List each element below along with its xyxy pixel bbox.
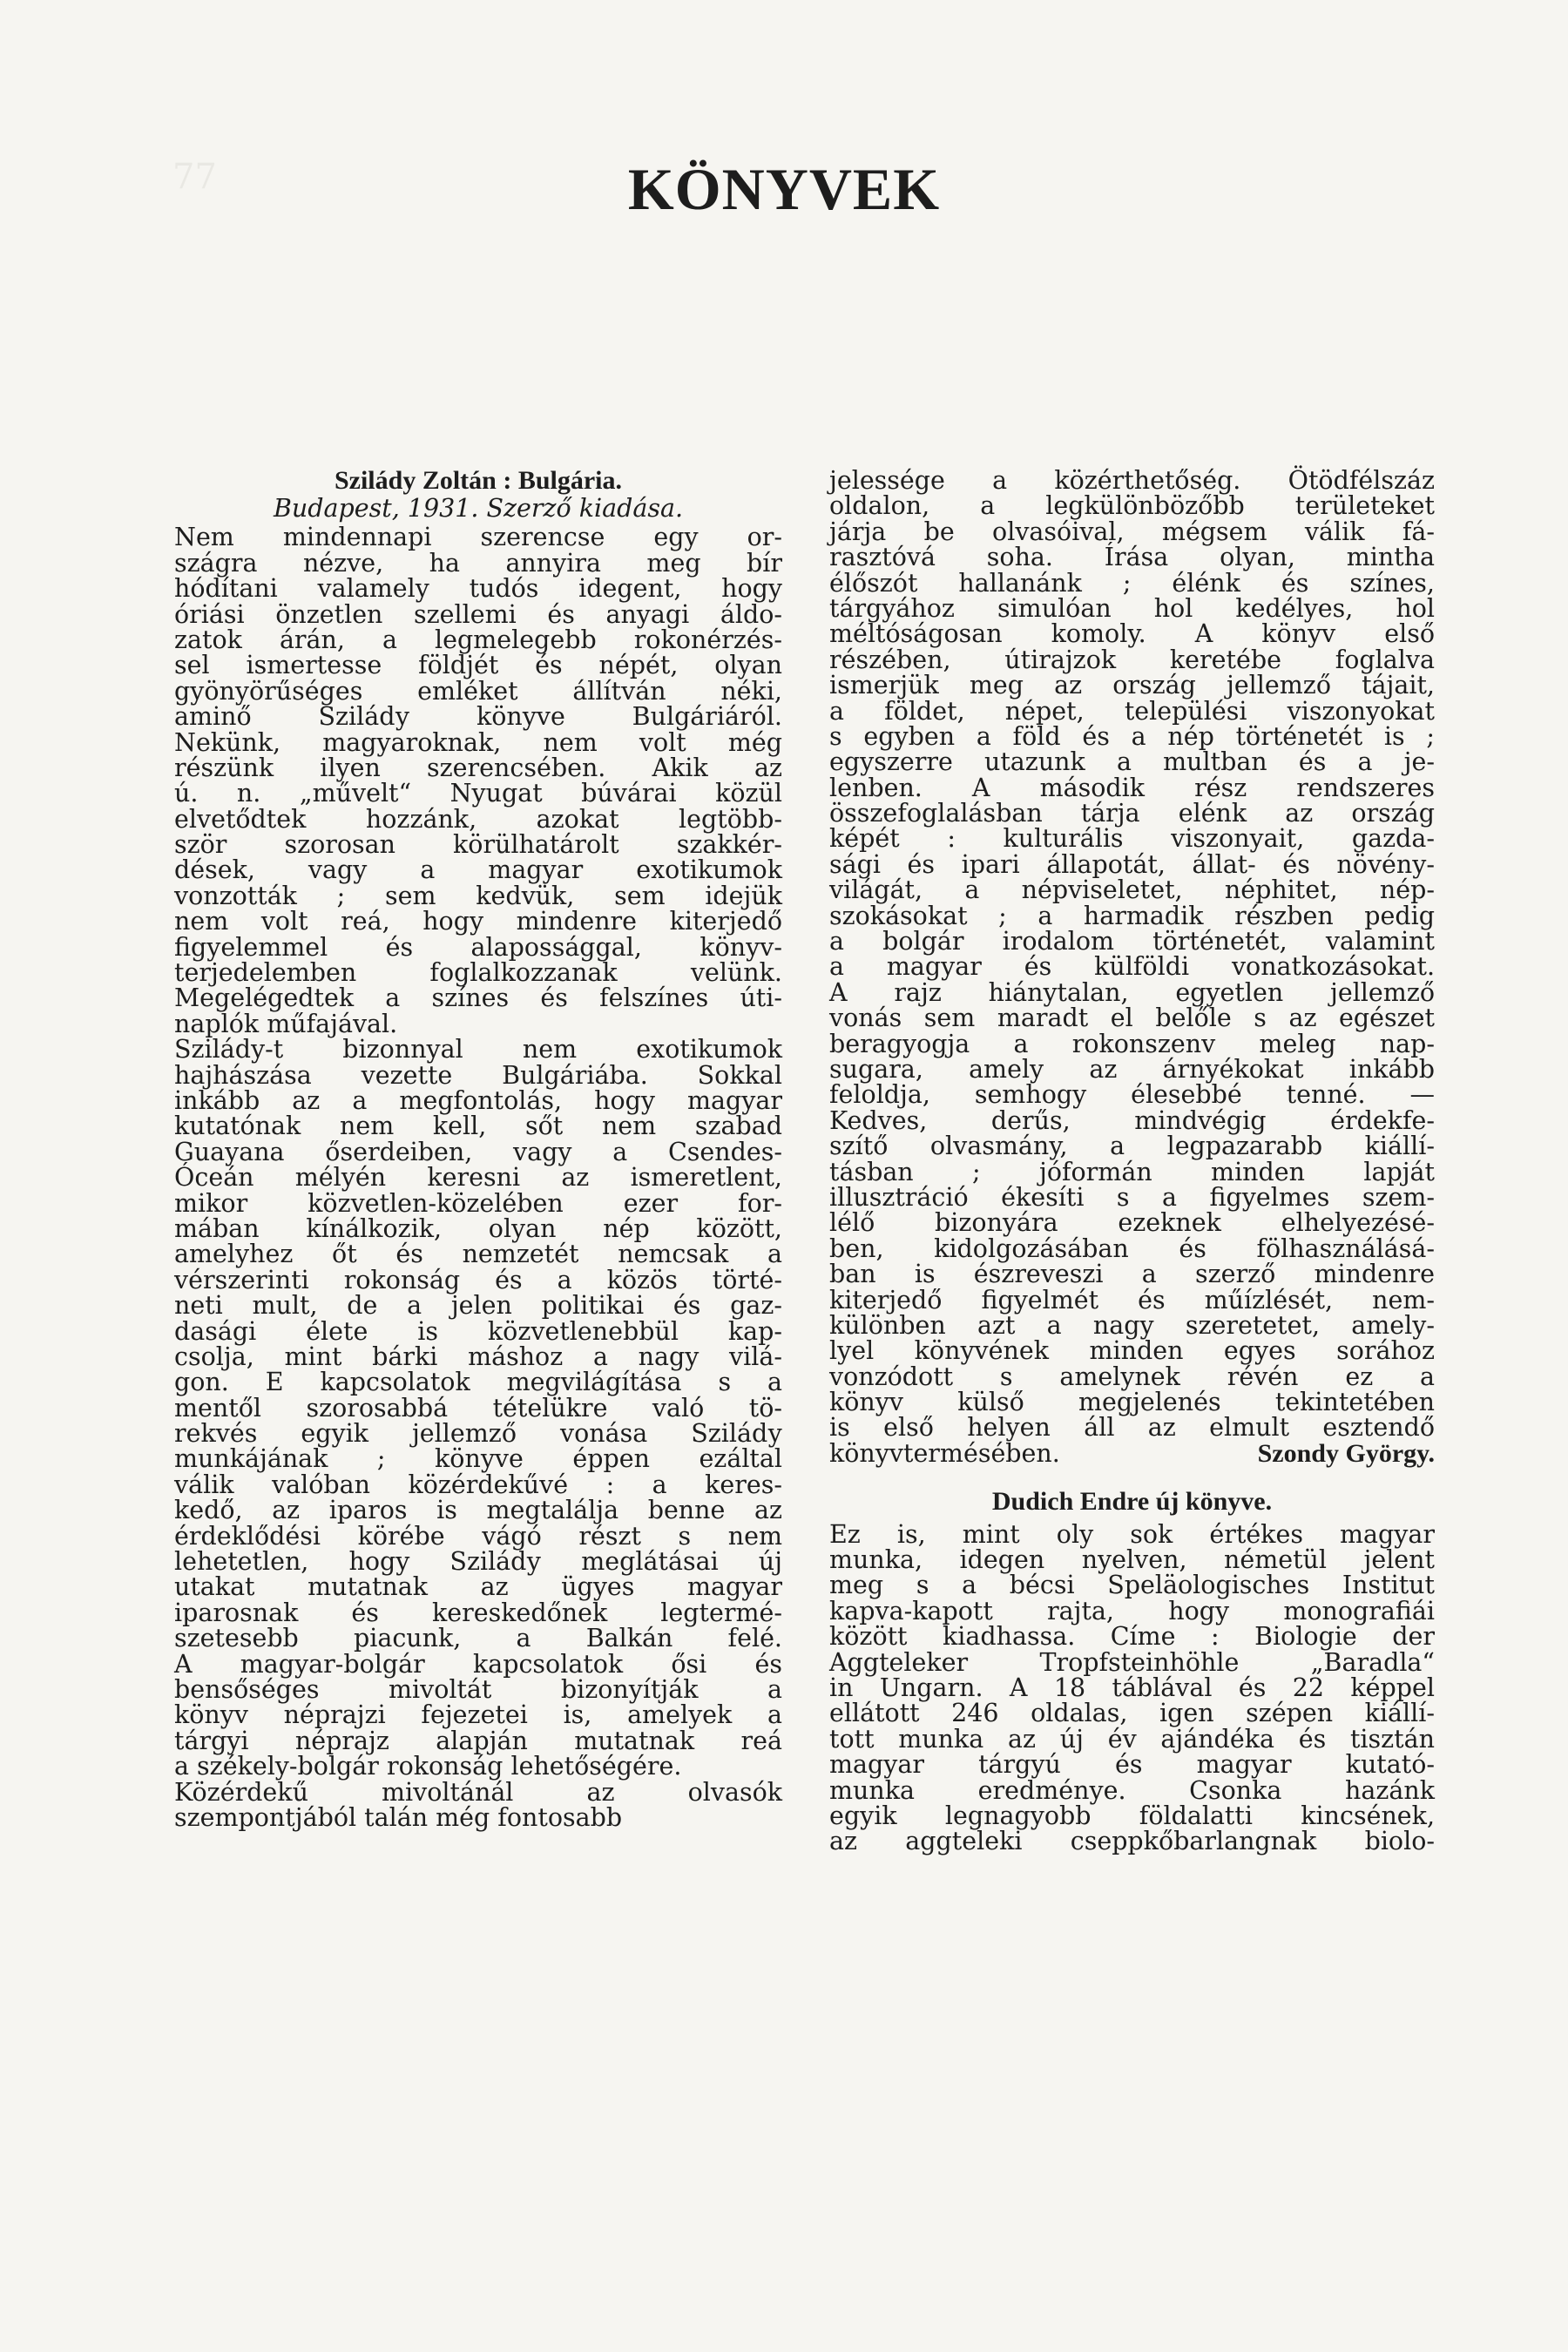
text-line: Ez is, mint oly sok értékes magyar bbox=[829, 1519, 1435, 1549]
text-line: lyel könyvének minden egyes sorához bbox=[829, 1336, 1435, 1366]
text-line: gon. E kapcsolatok megvilágítása s a bbox=[174, 1368, 782, 1397]
text-line: között kiadhassa. Címe : Biologie der bbox=[829, 1622, 1435, 1652]
text-line: vonás sem maradt el belőle s az egészet bbox=[829, 1004, 1435, 1033]
text-line: Kedves, derűs, mindvégig érdekfe- bbox=[829, 1105, 1435, 1135]
text-line: naplók műfajával. bbox=[174, 1009, 398, 1038]
review-closing-line bbox=[829, 1438, 1435, 1468]
text-line: ben, kidolgozásában és fölhasználásá- bbox=[829, 1233, 1435, 1263]
text-line: A rajz hiánytalan, egyetlen jellemző bbox=[829, 977, 1435, 1007]
text-line: tásban ; jóformán minden lapját bbox=[829, 1157, 1435, 1186]
text-line: Aggteleker Tropfsteinhöhle „Baradla“ bbox=[829, 1647, 1435, 1677]
text-line: képét : kulturális viszonyait, gazda- bbox=[829, 824, 1435, 854]
text-line: Közérdekű mivoltánál az olvasók bbox=[174, 1777, 782, 1807]
text-line: feloldja, semhogy élesebbé tenné. — bbox=[829, 1080, 1435, 1110]
text-line: szokásokat ; a harmadik részben pedig bbox=[829, 901, 1435, 930]
text-line: iparosnak és kereskedőnek legtermé- bbox=[174, 1598, 782, 1627]
text-line: rekvés egyik jellemző vonása Sziládу bbox=[174, 1419, 782, 1449]
text-line: inkább az a megfontolás, hogy magyar bbox=[174, 1085, 782, 1115]
text-line: vonzották ; sem kedvük, sem idejük bbox=[174, 881, 782, 910]
left-column bbox=[174, 468, 782, 1830]
review-publication: Budapest, 1931. Szerző kiadása. bbox=[273, 494, 684, 524]
text-line: vonzódott s amelynek révén ez a bbox=[829, 1362, 1435, 1391]
text-line: a magyar és külföldi vonatkozásokat. bbox=[829, 952, 1435, 982]
text-line: munka, idegen nyelven, németül jelent bbox=[829, 1545, 1435, 1575]
second-review-text bbox=[829, 1519, 1435, 1856]
faint-page-number: 77 bbox=[172, 157, 217, 197]
text-line: A magyar-bolgár kapcsolatok ősi és bbox=[174, 1649, 782, 1679]
section-gap bbox=[829, 1466, 1435, 1489]
text-line: a bolgár irodalom történetét, valamint bbox=[829, 927, 1435, 956]
text-line: Szilády-t bizonnyal nem exotikumok bbox=[174, 1035, 782, 1064]
text-line: Nekünk, magyaroknak, nem volt még bbox=[174, 727, 782, 757]
text-line: lehetetlen, hogy Sziládу meglátásai új bbox=[174, 1547, 782, 1577]
text-line: tárgyához simulóan hol kedélyes, hol bbox=[829, 593, 1435, 623]
text-line: munkájának ; könyve éppen ezáltal bbox=[174, 1444, 782, 1474]
text-line: rasztóvá soha. Írása olyan, mintha bbox=[829, 543, 1435, 572]
left-column-text bbox=[174, 524, 782, 1830]
text-line: sági és ipari állapotát, állat- és növény- bbox=[829, 849, 1435, 879]
text-line: zatok árán, a legmelegebb rokonérzés- bbox=[174, 625, 782, 654]
text-line: összefoglalásban tárja elénk az ország bbox=[829, 799, 1435, 828]
text-line: mában kínálkozik, olyan nép között, bbox=[174, 1213, 782, 1243]
text-line: beragyogja a rokonszenv meleg nap- bbox=[829, 1029, 1435, 1058]
text-line: mentől szorosabbá tételükre való tö- bbox=[174, 1393, 782, 1423]
text-line: lélő bizonyára ezeknek elhelyezésé- bbox=[829, 1208, 1435, 1238]
page-title: KÖNYVEK bbox=[627, 156, 941, 222]
text-line: ban is észreveszi a szerző mindenre bbox=[829, 1260, 1435, 1289]
text-line: az aggteleki cseppkőbarlangnak biolo- bbox=[829, 1827, 1435, 1856]
text-line: illusztráció ékesíti s a figyelmes szem- bbox=[829, 1182, 1435, 1212]
text-line: ú. n. „művelt“ Nyugat búvárai közül bbox=[174, 779, 782, 808]
text-line: vérszerinti rokonság és a közös törté- bbox=[174, 1265, 782, 1294]
text-line: tott munka az új év ajándéka és tisztán bbox=[829, 1724, 1435, 1754]
text-line: bensőséges mivoltát bizonyítják a bbox=[174, 1674, 782, 1704]
text-line: különben azt a nagy szeretetet, amely- bbox=[829, 1310, 1435, 1340]
text-line: s egyben a föld és a nép történetét is ; bbox=[829, 721, 1435, 751]
text-line: részében, útirajzok keretébe foglalva bbox=[829, 645, 1435, 674]
text-line: amelyhez őt és nemzetét nemcsak a bbox=[174, 1240, 782, 1269]
text-line: szetesebb piacunk, a Balkán felé. bbox=[174, 1624, 782, 1653]
text-line: Nem mindennapi szerencse egy or- bbox=[174, 523, 782, 552]
text-line: járja be olvasóival, mégsem válik fá- bbox=[829, 517, 1435, 546]
text-line: utakat mutatnak az ügyes magyar bbox=[174, 1572, 782, 1602]
text-line: hódítani valamely tudós idegent, hogy bbox=[174, 574, 782, 604]
text-line: in Ungarn. A 18 táblával és 22 képpel bbox=[829, 1673, 1435, 1702]
text-line: figyelemmel és alapossággal, könyv- bbox=[174, 932, 782, 962]
closing-text: könyvtermésében. bbox=[829, 1438, 1060, 1468]
text-line: sugara, amely az árnyékokat inkább bbox=[829, 1054, 1435, 1084]
text-line: szítő olvasmány, a legpazarabb kiállí- bbox=[829, 1132, 1435, 1161]
text-line: egyik legnagyobb földalatti kincsének, bbox=[829, 1801, 1435, 1830]
text-line: munka eredménye. Csonka hazánk bbox=[829, 1775, 1435, 1805]
text-line: kapva-kapott rajta, hogy monografiái bbox=[829, 1596, 1435, 1625]
text-line: Óceán mélyén keresni az ismeretlent, bbox=[174, 1163, 782, 1193]
review-signature: Szondy György. bbox=[1257, 1438, 1435, 1468]
review-title: Sziládу Zoltán : Bulgária. bbox=[334, 466, 623, 495]
text-line: ellátott 246 oldalas, igen szépen kiállí- bbox=[829, 1699, 1435, 1728]
text-line: lenben. A második rész rendszeres bbox=[829, 773, 1435, 802]
text-line: világát, a népviseletet, néphitet, nép- bbox=[829, 875, 1435, 905]
text-line: kutatónak nem kell, sőt nem szabad bbox=[174, 1112, 782, 1141]
text-line: nem volt reá, hogy mindenre kiterjedő bbox=[174, 907, 782, 936]
right-column bbox=[829, 468, 1435, 1855]
text-line: tárgyi néprajz alapján mutatnak reá bbox=[174, 1726, 782, 1755]
text-line: egyszerre utazunk a multban és a je- bbox=[829, 747, 1435, 777]
text-line: meg s a bécsi Speläologisches Institut bbox=[829, 1571, 1435, 1600]
text-line: dések, vagy a magyar exotikumok bbox=[174, 855, 782, 885]
text-line: mikor közvetlen-közelében ezer for- bbox=[174, 1188, 782, 1218]
text-line: Guayana őserdeiben, vagy a Csendes- bbox=[174, 1137, 782, 1166]
text-line: magyar tárgyú és magyar kutató- bbox=[829, 1750, 1435, 1780]
text-line: gyönyörűséges emléket állítván néki, bbox=[174, 676, 782, 706]
text-line: terjedelemben foglalkozzanak velünk. bbox=[174, 958, 782, 988]
text-line: is első helyen áll az elmult esztendő bbox=[829, 1413, 1435, 1443]
text-line: dasági élete is közvetlenebbül kap- bbox=[174, 1316, 782, 1346]
text-line: szágra nézve, ha annyira meg bír bbox=[174, 548, 782, 578]
text-line: csolja, mint bárki máshoz a nagy vilá- bbox=[174, 1342, 782, 1371]
text-line: hajhászása vezette Bulgáriába. Sokkal bbox=[174, 1060, 782, 1090]
text-line: szempontjából talán még fontosabb bbox=[174, 1802, 623, 1832]
text-line: könyv néprajzi fejezetei is, amelyek a bbox=[174, 1700, 782, 1730]
text-line: neti mult, de a jelen politikai és gaz- bbox=[174, 1291, 782, 1321]
text-line: élőszót hallanánk ; élénk és színes, bbox=[829, 568, 1435, 598]
text-line: elvetődtek hozzánk, azokat legtöbb- bbox=[174, 804, 782, 834]
text-line: jelessége a közérthetőség. Ötödfélszáz bbox=[829, 466, 1435, 495]
text-line: válik valóban közérdekűvé : a keres- bbox=[174, 1470, 782, 1499]
right-column-text bbox=[829, 468, 1435, 1441]
text-line: ször szorosan körülhatárolt szakkér- bbox=[174, 830, 782, 860]
text-line: aminő Sziládу könyve Bulgáriáról. bbox=[174, 702, 782, 732]
text-line: kiterjedő figyelmét és műízlését, nem- bbox=[829, 1285, 1435, 1315]
text-line: érdeklődési körébe vágó részt s nem bbox=[174, 1521, 782, 1551]
second-review-title: Dudich Endre új könyve. bbox=[991, 1487, 1273, 1517]
text-line: kedő, az iparos is megtalálja benne az bbox=[174, 1496, 782, 1525]
text-line: könyv külső megjelenés tekintetében bbox=[829, 1388, 1435, 1417]
text-line: részünk ilyen szerencsében. Akik az bbox=[174, 753, 782, 782]
text-line: a földet, népet, települési viszonyokat bbox=[829, 696, 1435, 726]
text-line: Megelégedtek a színes és felszínes úti- bbox=[174, 983, 782, 1013]
text-line: ismerjük meg az ország jellemző tájait, bbox=[829, 671, 1435, 700]
text-line: oldalon, a legkülönbözőbb területeket bbox=[829, 491, 1435, 521]
text-line: méltóságosan komoly. A könyv első bbox=[829, 619, 1435, 649]
text-line: a székely-bolgár rokonság lehetőségére. bbox=[174, 1752, 682, 1781]
text-line: óriási önzetlen szellemi és anyagi áldo- bbox=[174, 599, 782, 629]
text-line: sel ismertesse földjét és népét, olyan bbox=[174, 651, 782, 680]
